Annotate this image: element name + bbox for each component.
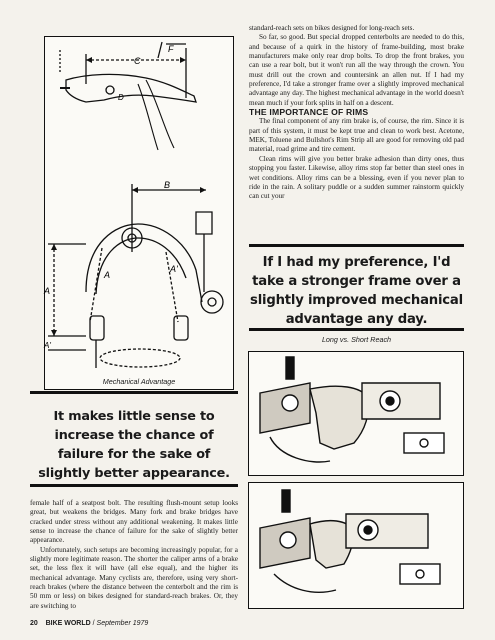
section-heading-rims: THE IMPORTANCE OF RIMS (249, 107, 369, 118)
left-paragraph-1: female half of a seatpost bolt. The resulting flush-mount setup looks great, but weakens the bridges. Many fork and brake bridges have cracked under stress without any additional weakening. It makes little sense to increase the chance of failure for the sake of slightly better appearance. (30, 499, 238, 545)
left-column-text (30, 499, 238, 611)
magazine-name: BIKE WORLD (45, 620, 91, 627)
right-paragraph-4: Clean rims will give you better brake adhesion than dirty ones, thus stopping you faster. Likewise, alloy rims stop far better than steel ones in wet conditions. Alloy rims can be a blessing, even if you never plan to ride in the rain. A solitary puddle or a sudden summer rainstorm quickly can cut your (249, 154, 464, 201)
label-f: F (168, 44, 174, 54)
page-number: 20 (30, 620, 38, 627)
pull-quote-left-bottom-rule (30, 484, 238, 487)
pull-quote-right-bottom-rule (249, 328, 464, 331)
short-reach-brake-illustration (250, 484, 462, 607)
figure-caption-mechanical-advantage: Mechanical Advantage (102, 377, 176, 386)
label-b: B (164, 180, 171, 190)
label-a-prime: A' (170, 264, 178, 274)
label-d: D (118, 93, 124, 102)
pull-quote-left: It makes little sense to increase the chance of failure for the sake of slightly better appearance. (38, 409, 230, 481)
brake-lever-diagram (46, 38, 232, 158)
label-a: A (104, 270, 111, 280)
label-a-side-prime: A' (44, 341, 51, 350)
caliper-brake-diagram (46, 182, 232, 374)
figure-caption-long-vs-short: Long vs. Short Reach (321, 335, 392, 344)
left-paragraph-2: Unfortunately, such setups are becoming increasingly popular, for a slightly more legitimate reason. The shorter the caliper arms of a brake set, the less flex it will have (all else equal), and the higher its mechanical advantage. Many cyclists are, therefore, using very short-reach brakes (where the distance between the centerbolt and the rim is 50 mm or less) on bikes designed for standard-reach brakes. Or, they are switching to (30, 545, 238, 610)
label-a-side: A (44, 286, 51, 296)
right-paragraph-2: So far, so good. But special dropped centerbolts are needed to do this, and because of a quirk in the history of frame-building, most brake manufacturers make only rear drop bolts. To drop the front brakes, you can use a rear bolt, but it won't run all the way through the crown. You must drill out the crown and countersink an allen nut. If I had my preference, I'd take a stronger frame over a slightly improved mechanical advantage any day. The highest mechanical advantage in the world doesn't mean much if your fork splits in half on a descent. (249, 33, 464, 107)
pull-quote-left-top-rule (30, 391, 238, 394)
pull-quote-right: If I had my preference, I'd take a stronger frame over a slightly improved mechanical advantage any day. (250, 255, 463, 327)
page-footer: 20 BIKE WORLD / September 1979 (30, 620, 149, 627)
right-paragraph-1: standard-reach sets on bikes designed for long-reach sets. (249, 24, 415, 32)
issue-date: September 1979 (96, 620, 149, 627)
label-c: C (134, 56, 141, 66)
right-column-text (249, 24, 464, 202)
right-paragraph-3: The final component of any rim brake is, of course, the rim. Since it is part of this system, it must be kept true and clean to work best. Acetone, MEK, Toluene and Bullshot's Rim Strip all are good for removing old pad material, road grime and tire cement. (249, 117, 464, 154)
pull-quote-right-top-rule (249, 244, 464, 247)
long-reach-brake-illustration (250, 353, 462, 474)
